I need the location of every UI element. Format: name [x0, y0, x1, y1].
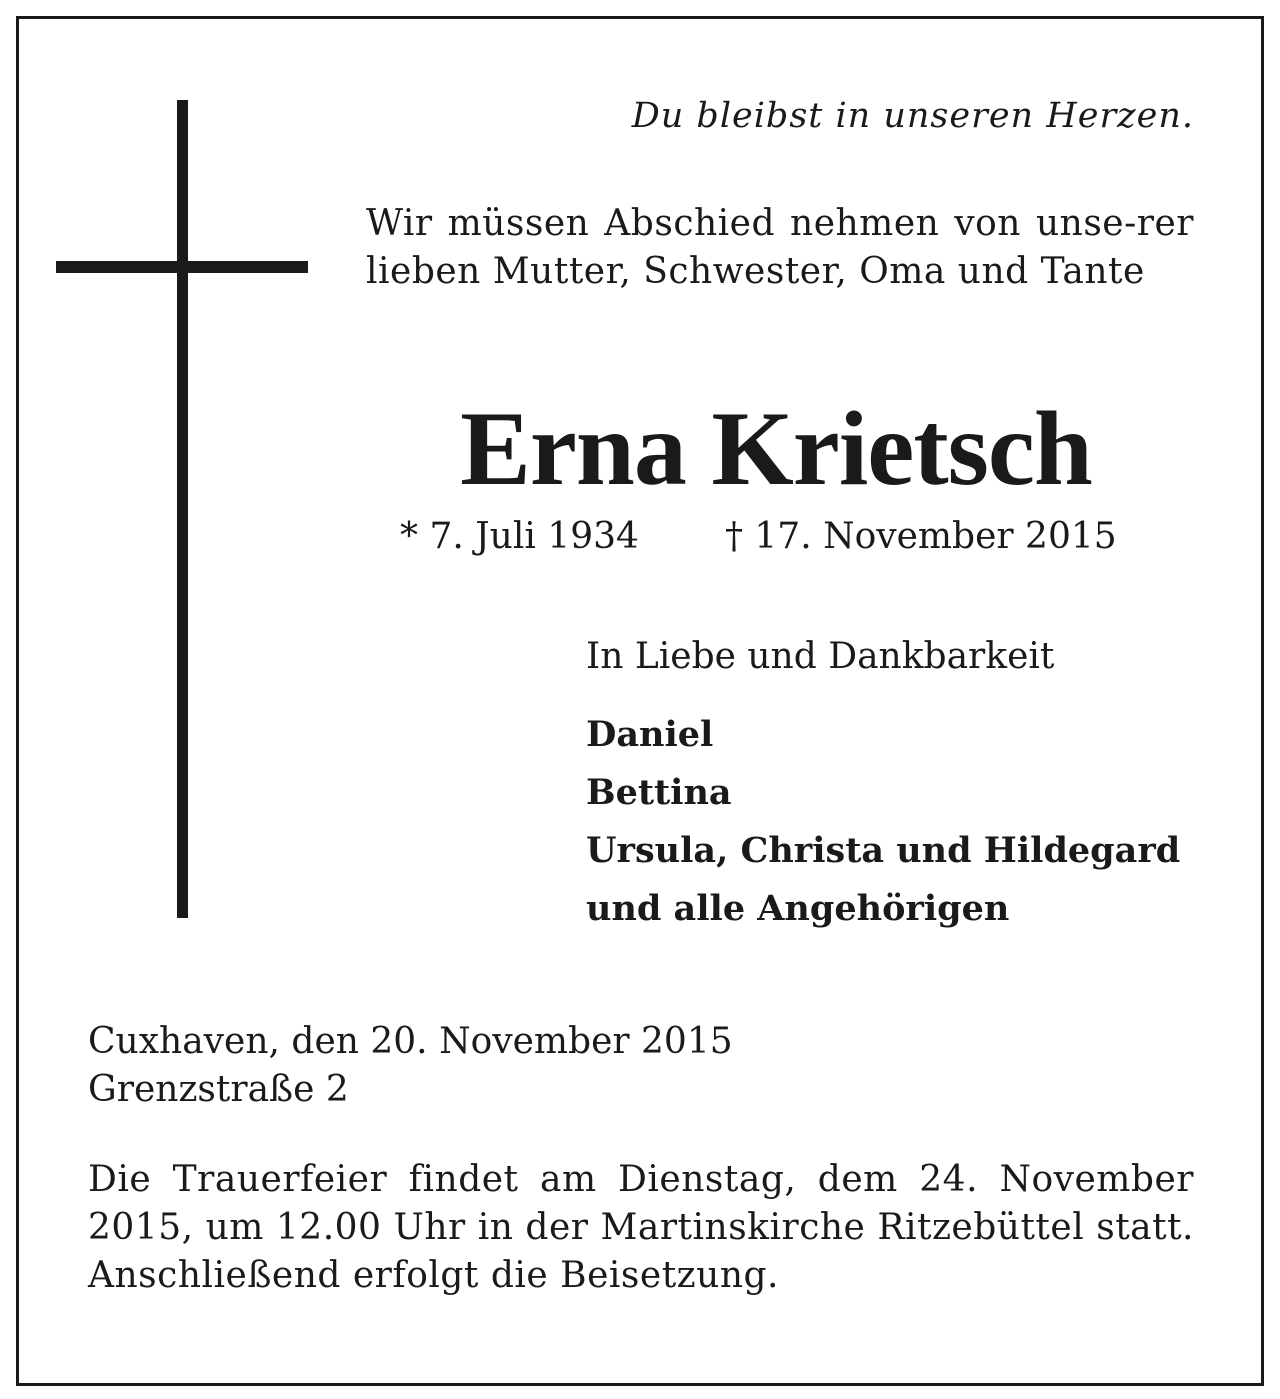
address: Grenzstraße 2 — [88, 1069, 349, 1110]
motto: Du bleibst in unseren Herzen. — [631, 96, 1194, 136]
signoff: In Liebe und Dankbarkeit — [586, 636, 1055, 677]
mourners-list — [586, 706, 1180, 938]
death-date: † 17. November 2015 — [724, 516, 1117, 557]
mourner: Daniel — [586, 714, 714, 755]
mourner: Ursula, Christa und Hildegard — [586, 830, 1181, 871]
place-date: Cuxhaven, den 20. November 2015 — [88, 1021, 733, 1062]
deceased-name: Erna Krietsch — [460, 390, 1092, 507]
intro-text: Wir müssen Abschied nehmen von unse-rer lieben Mutter, Schwester, Oma und Tante — [366, 203, 1194, 292]
ceremony-text: Die Trauerfeier findet am Dienstag, dem 24. November 2015, um 12.00 Uhr in der Martinskirche Ritzebüttel statt. Anschließend erfolgt die Beisetzung. — [88, 1159, 1194, 1296]
place-and-address — [88, 1018, 733, 1114]
cross-horizontal-bar — [56, 261, 308, 273]
mourner: und alle Angehörigen — [586, 888, 1010, 929]
life-dates — [400, 516, 1117, 557]
mourner: Bettina — [586, 772, 732, 813]
birth-date: * 7. Juli 1934 — [400, 516, 639, 557]
